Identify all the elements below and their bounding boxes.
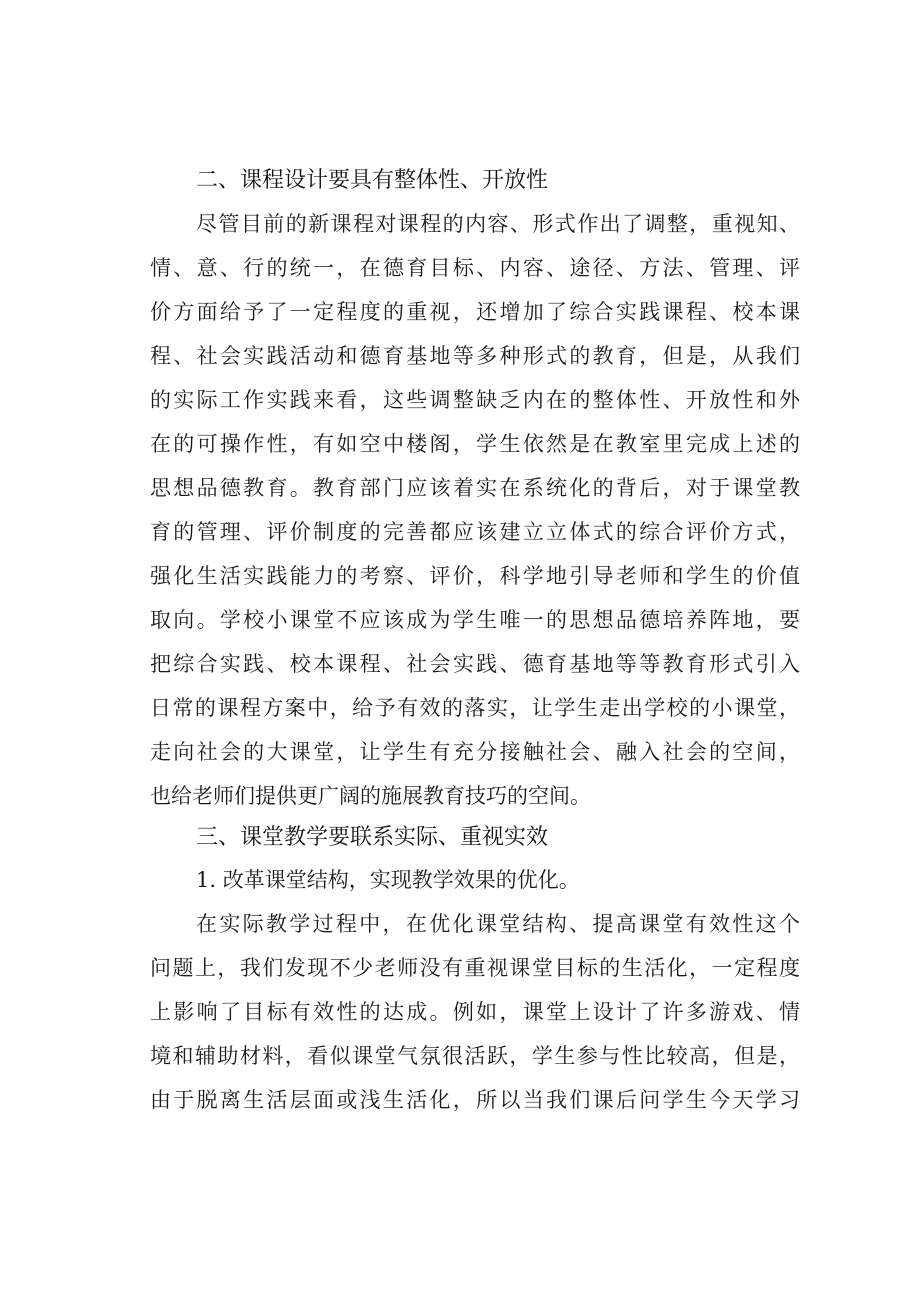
- paragraph-line: 育的管理、评价制度的完善都应该建立立体式的综合评价方式，: [150, 520, 800, 544]
- paragraph-line: 在实际教学过程中，在优化课堂结构、提高课堂有效性这个: [196, 912, 800, 936]
- paragraph-line: 把综合实践、校本课程、社会实践、德育基地等等教育形式引入: [150, 652, 800, 676]
- subheading-line: 1. 改革课堂结构，实现教学效果的优化。: [196, 868, 580, 892]
- paragraph-line: 也给老师们提供更广阔的施展教育技巧的空间。: [150, 784, 591, 808]
- paragraph-line: 思想品德教育。教育部门应该着实在系统化的背后，对于课堂教: [150, 476, 800, 500]
- paragraph-line: 的实际工作实践来看，这些调整缺乏内在的整体性、开放性和外: [150, 388, 800, 412]
- paragraph-line: 尽管目前的新课程对课程的内容、形式作出了调整，重视知、: [196, 212, 800, 236]
- paragraph-line: 取向。学校小课堂不应该成为学生唯一的思想品德培养阵地，要: [150, 608, 800, 632]
- paragraph-line: 强化生活实践能力的考察、评价，科学地引导老师和学生的价值: [150, 564, 800, 588]
- paragraph-line: 情、意、行的统一，在德育目标、内容、途径、方法、管理、评: [150, 256, 800, 280]
- paragraph-line: 日常的课程方案中，给予有效的落实，让学生走出学校的小课堂，: [150, 696, 800, 720]
- paragraph-line: 境和辅助材料，看似课堂气氛很活跃，学生参与性比较高，但是，: [150, 1044, 800, 1068]
- paragraph-line: 程、社会实践活动和德育基地等多种形式的教育，但是，从我们: [150, 344, 800, 368]
- section-heading-3: 三、课堂教学要联系实际、重视实效: [196, 825, 549, 850]
- paragraph-line: 上影响了目标有效性的达成。例如，课堂上设计了许多游戏、情: [150, 1000, 800, 1024]
- paragraph-line: 价方面给予了一定程度的重视，还增加了综合实践课程、校本课: [150, 300, 800, 324]
- paragraph-line: 走向社会的大课堂，让学生有充分接触社会、融入社会的空间，: [150, 740, 800, 764]
- paragraph-line: 由于脱离生活层面或浅生活化，所以当我们课后问学生今天学习: [150, 1088, 800, 1112]
- paragraph-line: 问题上，我们发现不少老师没有重视课堂目标的生活化，一定程度: [150, 956, 800, 980]
- section-heading-2: 二、课程设计要具有整体性、开放性: [196, 168, 549, 193]
- paragraph-line: 在的可操作性，有如空中楼阁，学生依然是在教室里完成上述的: [150, 432, 800, 456]
